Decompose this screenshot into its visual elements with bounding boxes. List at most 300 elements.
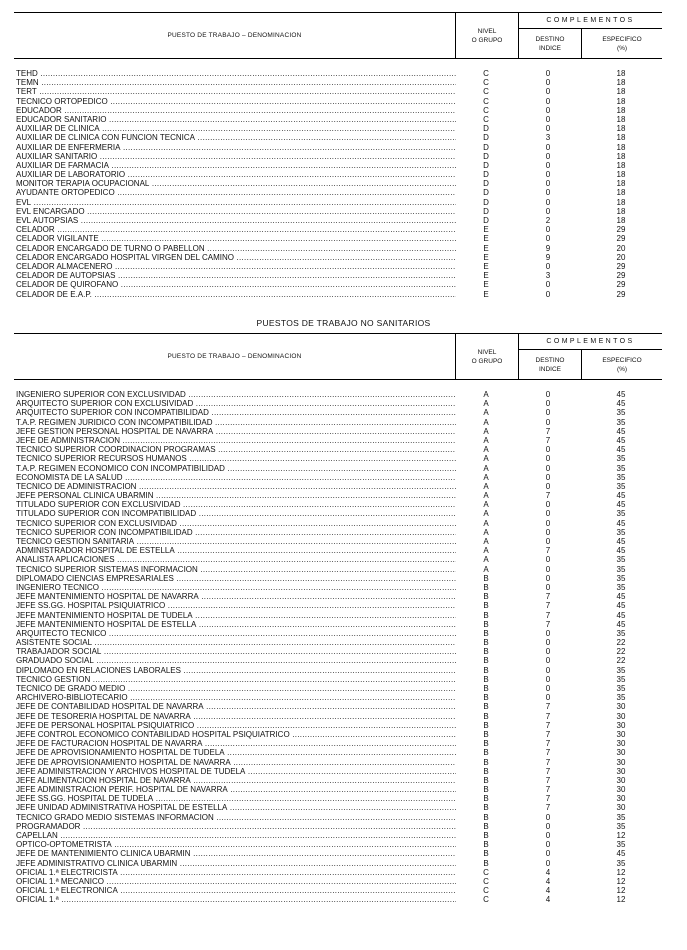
destino-cell: 7 [545,592,551,602]
table-row [16,124,656,133]
denominacion-cell: CELADOR DE QUIROFANO ..... [16,280,456,289]
denominacion-cell: JEFE MANTENIMIENTO HOSPITAL DE NAVARRA ..... [16,592,456,601]
table-row [16,280,656,289]
denominacion-cell: OFICIAL 1.ª ELECTRONICA ..... [16,886,456,895]
denominacion-cell: JEFE SS.GG. HOSPITAL PSIQUIATRICO ..... [16,601,456,610]
especifico-cell: 45 [616,445,626,455]
table-row [16,399,656,408]
denominacion-cell: ASISTENTE SOCIAL ..... [16,638,456,647]
especifico-cell: 45 [616,619,626,629]
table-row [16,244,656,253]
destino-cell: 4 [545,867,551,877]
table-row [16,712,656,721]
destino-cell: 0 [545,693,551,703]
denominacion-cell: EDUCADOR ..... [16,106,456,115]
destino-cell: 0 [545,831,551,840]
nivel-cell: B [483,757,489,767]
nivel-cell: D [483,179,489,189]
table-row [16,758,656,767]
destino-cell: 0 [545,87,551,97]
header-especifico: ESPECIFICO (%) [602,356,642,373]
especifico-cell: 18 [616,216,626,225]
especifico-cell: 35 [616,840,626,850]
nivel-cell: B [483,638,489,648]
nivel-cell: A [483,555,489,565]
especifico-cell: 30 [616,739,626,749]
especifico-cell: 35 [616,693,626,703]
destino-cell: 0 [545,114,551,124]
nivel-cell: D [483,197,489,207]
especifico-cell: 35 [616,812,626,822]
especifico-cell: 45 [616,500,626,510]
especifico-cell: 18 [616,133,626,143]
destino-cell: 0 [545,151,551,161]
table-row [16,170,656,179]
destino-cell: 9 [545,252,551,262]
nivel-cell: B [483,573,489,583]
nivel-cell: A [483,564,489,574]
destino-cell: 0 [545,555,551,565]
destino-cell: 0 [545,858,551,868]
denominacion-cell: INGENIERO TECNICO ..... [16,583,456,592]
table-row [16,831,656,840]
especifico-cell: 29 [616,261,626,271]
denominacion-cell: TRABAJADOR SOCIAL ..... [16,647,456,656]
nivel-cell: B [483,711,489,721]
nivel-cell: D [483,142,489,152]
nivel-cell: A [483,491,489,501]
destino-cell: 0 [545,142,551,152]
table-row [16,216,656,225]
table-row [16,629,656,638]
denominacion-cell: OFICIAL 1.ª ELECTRICISTA ..... [16,868,456,877]
especifico-cell: 45 [616,390,626,399]
nivel-cell: C [483,867,489,877]
especifico-cell: 45 [616,592,626,602]
destino-cell: 0 [545,463,551,473]
table-row [16,592,656,601]
especifico-cell: 22 [616,638,626,648]
nivel-cell: B [483,601,489,611]
especifico-cell: 45 [616,518,626,528]
especifico-cell: 35 [616,472,626,482]
destino-cell: 7 [545,794,551,804]
table-row [16,143,656,152]
nivel-cell: C [483,105,489,115]
table-row [16,500,656,509]
especifico-cell: 45 [616,546,626,556]
nivel-cell: D [483,133,489,143]
especifico-cell: 45 [616,849,626,859]
nivel-cell: A [483,408,489,418]
especifico-cell: 18 [616,124,626,134]
denominacion-cell: CELADOR VIGILANTE ..... [16,234,456,243]
destino-cell: 7 [545,766,551,776]
especifico-cell: 45 [616,610,626,620]
denominacion-cell: AUXILIAR DE LABORATORIO ..... [16,170,456,179]
nivel-cell: E [483,252,489,262]
destino-cell: 7 [545,491,551,501]
nivel-cell: A [483,390,489,399]
table-row [16,78,656,87]
denominacion-cell: EDUCADOR SANITARIO ..... [16,115,456,124]
denominacion-cell: AYUDANTE ORTOPEDICO ..... [16,188,456,197]
especifico-cell: 35 [616,674,626,684]
nivel-cell: C [483,886,489,896]
destino-cell: 7 [545,546,551,556]
table-row [16,262,656,271]
destino-cell: 0 [545,390,551,399]
destino-cell: 0 [545,509,551,519]
destino-cell: 0 [545,105,551,115]
nivel-cell: D [483,124,489,134]
destino-cell: 7 [545,739,551,749]
nivel-cell: B [483,647,489,657]
especifico-cell: 45 [616,601,626,611]
nivel-cell: D [483,206,489,216]
destino-cell: 0 [545,399,551,409]
nivel-cell: B [483,720,489,730]
denominacion-cell: TECNICO GESTION SANITARIA ..... [16,537,456,546]
destino-cell: 0 [545,289,551,299]
destino-cell: 0 [545,537,551,546]
denominacion-cell: TECNICO GESTION ..... [16,675,456,684]
denominacion-cell: ARQUITECTO SUPERIOR CON EXCLUSIVIDAD ..... [16,399,456,408]
table-row [16,253,656,262]
table-row [16,482,656,491]
table-row [16,528,656,537]
denominacion-cell: AUXILIAR DE CLINICA ..... [16,124,456,133]
denominacion-cell: T.A.P. REGIMEN ECONOMICO CON INCOMPATIBILIDAD ..... [16,464,456,473]
table2-body [16,390,656,905]
especifico-cell: 45 [616,537,626,546]
nivel-cell: B [483,729,489,739]
especifico-cell: 35 [616,463,626,473]
especifico-cell: 18 [616,188,626,198]
destino-cell: 0 [545,573,551,583]
denominacion-cell: JEFE SS.GG. HOSPITAL DE TUDELA ..... [16,794,456,803]
nivel-cell: A [483,426,489,436]
denominacion-cell: TECNICO ORTOPEDICO ..... [16,97,456,106]
nivel-cell: C [483,87,489,97]
especifico-cell: 12 [616,876,626,886]
especifico-cell: 18 [616,151,626,161]
destino-cell: 7 [545,711,551,721]
destino-cell: 7 [545,426,551,436]
header-denominacion: PUESTO DE TRABAJO – DENOMINACION [14,13,456,58]
denominacion-cell: TECNICO SUPERIOR RECURSOS HUMANOS ..... [16,454,456,463]
nivel-cell: C [483,114,489,124]
denominacion-cell: JEFE DE PERSONAL HOSPITAL PSIQUIATRICO ..... [16,721,456,730]
nivel-cell: A [483,454,489,464]
table-row [16,702,656,711]
especifico-cell: 45 [616,435,626,445]
destino-cell: 0 [545,417,551,427]
table-row [16,794,656,803]
denominacion-cell: TECNICO DE ADMINISTRACION ..... [16,482,456,491]
denominacion-cell: DIPLOMADO EN RELACIONES LABORALES ..... [16,666,456,675]
header-nivel: NIVEL O GRUPO [456,334,519,379]
especifico-cell: 35 [616,408,626,418]
destino-cell: 7 [545,601,551,611]
table-row [16,583,656,592]
table-row [16,445,656,454]
especifico-cell: 35 [616,821,626,831]
nivel-cell: B [483,858,489,868]
especifico-cell: 18 [616,114,626,124]
header-complementos: COMPLEMENTOS [519,334,662,350]
destino-cell: 0 [545,69,551,78]
destino-cell: 0 [545,665,551,675]
nivel-cell: B [483,831,489,840]
especifico-cell: 30 [616,766,626,776]
nivel-cell: E [483,280,489,290]
destino-cell: 3 [545,271,551,281]
table-row [16,803,656,812]
nivel-cell: B [483,739,489,749]
denominacion-cell: AUXILIAR SANITARIO ..... [16,152,456,161]
especifico-cell: 30 [616,794,626,804]
destino-cell: 0 [545,518,551,528]
nivel-cell: B [483,665,489,675]
denominacion-cell: JEFE UNIDAD ADMINISTRATIVA HOSPITAL DE ESTELLA ..... [16,803,456,812]
table-row [16,601,656,610]
destino-cell: 7 [545,729,551,739]
nivel-cell: A [483,472,489,482]
section-title: PUESTOS DE TRABAJO NO SANITARIOS [256,318,431,328]
destino-cell: 0 [545,527,551,537]
destino-cell: 0 [545,812,551,822]
table-row [16,666,656,675]
nivel-cell: B [483,592,489,602]
destino-cell: 0 [545,647,551,657]
especifico-cell: 35 [616,684,626,693]
destino-cell: 0 [545,206,551,216]
especifico-cell: 18 [616,96,626,106]
denominacion-cell: JEFE DE ADMINISTRACION ..... [16,436,456,445]
nivel-cell: B [483,702,489,712]
nivel-cell: B [483,849,489,859]
especifico-cell: 35 [616,555,626,565]
table-row [16,684,656,693]
denominacion-cell: JEFE DE MANTENIMIENTO CLINICA UBARMIN ..... [16,849,456,858]
table-row [16,464,656,473]
header-complementos: COMPLEMENTOS [519,13,662,29]
table-row [16,436,656,445]
table-row [16,509,656,518]
destino-cell: 0 [545,170,551,180]
header-destino: DESTINO INDICE [519,350,582,379]
denominacion-cell: PROGRAMADOR ..... [16,822,456,831]
especifico-cell: 22 [616,647,626,657]
nivel-cell: B [483,840,489,850]
destino-cell: 0 [545,454,551,464]
especifico-cell: 30 [616,757,626,767]
especifico-cell: 35 [616,858,626,868]
nivel-cell: B [483,656,489,666]
destino-cell: 3 [545,133,551,143]
table-row [16,69,656,78]
table-row [16,813,656,822]
especifico-cell: 30 [616,711,626,721]
nivel-cell: B [483,628,489,638]
denominacion-cell: JEFE PERSONAL CLINICA UBARMIN ..... [16,491,456,500]
denominacion-cell: ANALISTA APLICACIONES ..... [16,555,456,564]
denominacion-cell: INGENIERO SUPERIOR CON EXCLUSIVIDAD ..... [16,390,456,399]
nivel-cell: D [483,188,489,198]
table-row [16,748,656,757]
table-row [16,721,656,730]
nivel-cell: B [483,619,489,629]
destino-cell: 0 [545,500,551,510]
table-row [16,271,656,280]
denominacion-cell: TEMN ..... [16,78,456,87]
denominacion-cell: JEFE DE CONTABILIDAD HOSPITAL DE NAVARRA ..... [16,702,456,711]
denominacion-cell: TECNICO SUPERIOR CON EXCLUSIVIDAD ..... [16,519,456,528]
table-row [16,198,656,207]
especifico-cell: 29 [616,225,626,235]
table1-body [16,69,656,299]
especifico-cell: 18 [616,170,626,180]
denominacion-cell: T.A.P. REGIMEN JURIDICO CON INCOMPATIBILIDAD ..... [16,418,456,427]
table-row [16,290,656,299]
nivel-cell: A [483,399,489,409]
table-row [16,152,656,161]
especifico-cell: 20 [616,252,626,262]
denominacion-cell: JEFE ALIMENTACION HOSPITAL DE NAVARRA ..... [16,776,456,785]
nivel-cell: C [483,69,489,78]
table-row [16,408,656,417]
especifico-cell: 35 [616,417,626,427]
nivel-cell: E [483,225,489,235]
denominacion-cell: TEHD ..... [16,69,456,78]
nivel-cell: A [483,417,489,427]
destino-cell: 7 [545,435,551,445]
nivel-cell: A [483,500,489,510]
table-row [16,868,656,877]
especifico-cell: 18 [616,160,626,170]
denominacion-cell: ECONOMISTA DE LA SALUD ..... [16,473,456,482]
especifico-cell: 18 [616,78,626,88]
destino-cell: 4 [545,895,551,905]
nivel-cell: B [483,821,489,831]
especifico-cell: 18 [616,87,626,97]
destino-cell: 0 [545,160,551,170]
especifico-cell: 45 [616,426,626,436]
table-row [16,161,656,170]
especifico-cell: 12 [616,895,626,905]
destino-cell: 0 [545,188,551,198]
destino-cell: 0 [545,582,551,592]
table-row [16,767,656,776]
table-row [16,611,656,620]
denominacion-cell: EVL AUTOPSIAS ..... [16,216,456,225]
especifico-cell: 35 [616,573,626,583]
table-row [16,207,656,216]
nivel-cell: B [483,582,489,592]
table-row [16,638,656,647]
especifico-cell: 30 [616,803,626,813]
destino-cell: 0 [545,674,551,684]
nivel-cell: B [483,748,489,758]
destino-cell: 7 [545,757,551,767]
nivel-cell: E [483,271,489,281]
table-row [16,115,656,124]
table-row [16,565,656,574]
destino-cell: 2 [545,216,551,225]
destino-cell: 0 [545,261,551,271]
table-row [16,877,656,886]
header-nivel: NIVEL O GRUPO [456,13,519,58]
especifico-cell: 35 [616,628,626,638]
nivel-cell: E [483,234,489,244]
especifico-cell: 35 [616,509,626,519]
nivel-cell: A [483,481,489,491]
table-row [16,546,656,555]
table-row [16,427,656,436]
especifico-cell: 35 [616,564,626,574]
nivel-cell: A [483,435,489,445]
especifico-cell: 18 [616,206,626,216]
table-row [16,390,656,399]
denominacion-cell: JEFE GESTION PERSONAL HOSPITAL DE NAVARRA ..... [16,427,456,436]
denominacion-cell: ADMINISTRADOR HOSPITAL DE ESTELLA ..... [16,546,456,555]
destino-cell: 0 [545,656,551,666]
especifico-cell: 30 [616,720,626,730]
table2-header [14,333,662,380]
destino-cell: 0 [545,445,551,455]
table-row [16,739,656,748]
especifico-cell: 30 [616,729,626,739]
destino-cell: 0 [545,225,551,235]
denominacion-cell: MONITOR TERAPIA OCUPACIONAL ..... [16,179,456,188]
especifico-cell: 35 [616,454,626,464]
denominacion-cell: CELADOR ENCARGADO DE TURNO O PABELLON ..... [16,244,456,253]
denominacion-cell: TERT ..... [16,87,456,96]
especifico-cell: 20 [616,243,626,253]
nivel-cell: B [483,693,489,703]
table-row [16,785,656,794]
destino-cell: 0 [545,481,551,491]
denominacion-cell: CELADOR DE AUTOPSIAS ..... [16,271,456,280]
destino-cell: 0 [545,628,551,638]
table-row [16,886,656,895]
especifico-cell: 30 [616,748,626,758]
especifico-cell: 12 [616,867,626,877]
denominacion-cell: ARCHIVERO-BIBLIOTECARIO ..... [16,693,456,702]
denominacion-cell: TECNICO GRADO MEDIO SISTEMAS INFORMACION ..... [16,813,456,822]
especifico-cell: 30 [616,785,626,795]
destino-cell: 7 [545,785,551,795]
destino-cell: 0 [545,234,551,244]
nivel-cell: D [483,151,489,161]
nivel-cell: B [483,610,489,620]
nivel-cell: A [483,527,489,537]
nivel-cell: E [483,261,489,271]
destino-cell: 0 [545,638,551,648]
denominacion-cell: EVL ..... [16,198,456,207]
table-row [16,693,656,702]
header-especifico: ESPECIFICO (%) [602,35,642,52]
nivel-cell: D [483,160,489,170]
table1-header [14,12,662,59]
destino-cell: 7 [545,720,551,730]
especifico-cell: 35 [616,665,626,675]
nivel-cell: D [483,170,489,180]
denominacion-cell: OFICIAL 1.ª MECANICO ..... [16,877,456,886]
denominacion-cell: JEFE DE TESORERIA HOSPITAL DE NAVARRA ..... [16,712,456,721]
destino-cell: 7 [545,748,551,758]
